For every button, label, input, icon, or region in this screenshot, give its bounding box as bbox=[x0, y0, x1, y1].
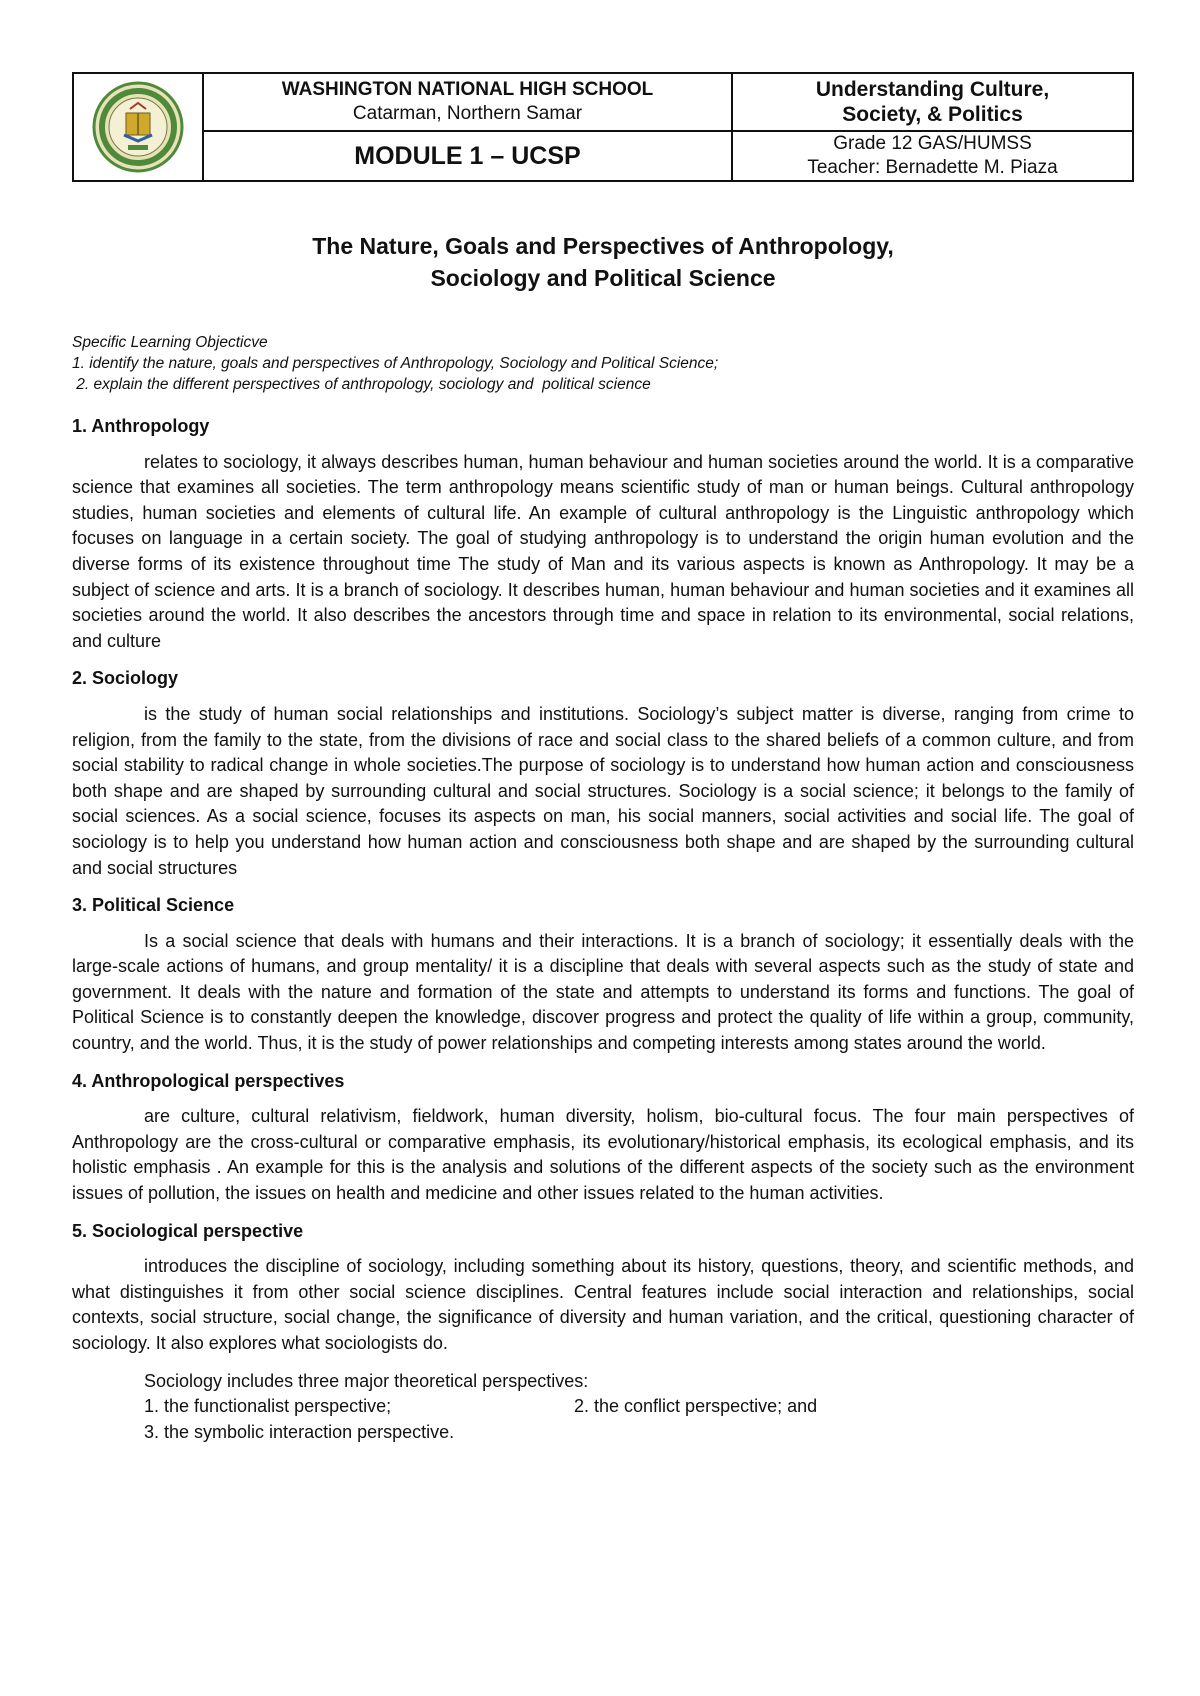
document-title bbox=[72, 230, 1134, 294]
section-paragraph: are culture, cultural relativism, fieldwork, human diversity, holism, bio-cultural focus. The four main perspectives of Anthropology are the cross-cultural or comparative emphasis, its evolutionary/historical emphasis, its ecological emphasis, and its holistic emphasis . An example for this is the analysis and solutions of the different aspects of the society such as the environment issues of pollution, the issues on health and medicine and other issues related to the human activities. bbox=[72, 1106, 1134, 1204]
section-sociological-perspective bbox=[72, 1219, 1134, 1357]
document-body bbox=[72, 414, 1134, 1445]
section-paragraph: relates to sociology, it always describes human, human behaviour and human societies around the world. It is a comparative science that examines all societies. The term anthropology means scientific study of man or human beings. Cultural anthropology studies, human societies and elements of cultural life. An example of cultural anthropology is the Linguistic anthropology which focuses on language in a certain society. The goal of studying anthropology is to understand the origin human evolution and the diverse forms of its existence throughout time The study of Man and its various aspects is known as Anthropology. It may be a subject of science and arts. It is a branch of sociology. It describes human, human behaviour and human societies and it examines all societies around the world. It also describes the ancestors through time and space in relation to its environmental, social relations, and culture bbox=[72, 451, 1134, 651]
school-name: WASHINGTON NATIONAL HIGH SCHOOL bbox=[281, 79, 654, 100]
section-paragraph: Is a social science that deals with humans and their interactions. It is a branch of sociology; it essentially deals with the large-scale actions of humans, and group mentality/ it is a discipline that deals with several aspects such as the study of state and government. It deals with the nature and formation of the state and attempts to understand its forms and functions. The goal of Political Science is to constantly deepen the knowledge, discover progress and protect the quality of life within a group, community, country, and the world. Thus, it is the study of power relationships and competing interests among states around the world. bbox=[72, 930, 1134, 1054]
perspective-item: 3. the symbolic interaction perspective. bbox=[144, 1421, 455, 1442]
section-sociology bbox=[72, 666, 1134, 881]
school-cell bbox=[203, 73, 732, 131]
section-heading: 3. Political Science bbox=[72, 895, 235, 916]
section-paragraph: is the study of human social relationships and institutions. Sociology’s subject matter is diverse, ranging from crime to religion, from the family to the state, from the divisions of race and social class to the shared beliefs of a common culture, and from social stability to radical change in whole societies.The purpose of sociology is to understand how human action and consciousness both shape and are shaped by surrounding cultural and social structures. Sociology is a social science; it belongs to the family of social sciences. As a social science, focuses its aspects on man, his social manners, social activities and social life. The goal of sociology is to help you understand how human action and consciousness both shape and are shaped by the surrounding cultural and social structures bbox=[72, 703, 1134, 878]
learning-objectives bbox=[72, 332, 1134, 395]
section-heading: 1. Anthropology bbox=[72, 416, 210, 436]
school-seal-icon bbox=[90, 79, 186, 175]
section-political-science bbox=[72, 893, 1134, 1057]
objective-item: 2. explain the different perspectives of anthropology, sociology and political science bbox=[72, 376, 651, 393]
section-heading: 5. Sociological perspective bbox=[72, 1220, 304, 1241]
objective-item: 1. identify the nature, goals and perspectives of Anthropology, Sociology and Political Science; bbox=[72, 355, 719, 372]
section-heading: 2. Sociology bbox=[72, 668, 179, 689]
subject-line-2: Society, & Politics bbox=[842, 103, 1023, 126]
objectives-heading: Specific Learning Objecticve bbox=[72, 334, 268, 351]
module-title: MODULE 1 – UCSP bbox=[203, 131, 732, 181]
logo-cell bbox=[73, 73, 203, 181]
section-paragraph: introduces the discipline of sociology, including something about its history, questions, theory, and scientific methods, and what distinguishes it from other social science disciplines. Central features include social interaction and relationships, social contexts, social structure, social change, the significance of diversity and human variation, and the critical, questioning character of sociology. It also explores what sociologists do. bbox=[72, 1256, 1134, 1353]
school-location: Catarman, Northern Samar bbox=[352, 103, 583, 124]
grade-level: Grade 12 GAS/HUMSS bbox=[833, 133, 1032, 154]
grade-cell bbox=[732, 131, 1133, 181]
section-anthropological-perspectives bbox=[72, 1069, 1134, 1207]
section-heading: 4. Anthropological perspectives bbox=[72, 1070, 345, 1091]
subject-cell bbox=[732, 73, 1133, 131]
perspectives-list bbox=[144, 1394, 1134, 1445]
perspective-item: 1. the functionalist perspective; bbox=[144, 1396, 392, 1417]
header-table bbox=[72, 72, 1134, 182]
perspectives-intro: Sociology includes three major theoretical perspectives: bbox=[144, 1370, 589, 1391]
perspective-item: 2. the conflict perspective; and bbox=[574, 1396, 818, 1417]
title-line-1: The Nature, Goals and Perspectives of Anthropology, bbox=[312, 233, 894, 259]
perspectives-row bbox=[144, 1394, 1134, 1420]
subject-line-1: Understanding Culture, bbox=[815, 78, 1050, 101]
title-line-2: Sociology and Political Science bbox=[430, 265, 776, 291]
section-anthropology bbox=[72, 414, 1134, 654]
teacher-name: Teacher: Bernadette M. Piaza bbox=[807, 157, 1058, 178]
